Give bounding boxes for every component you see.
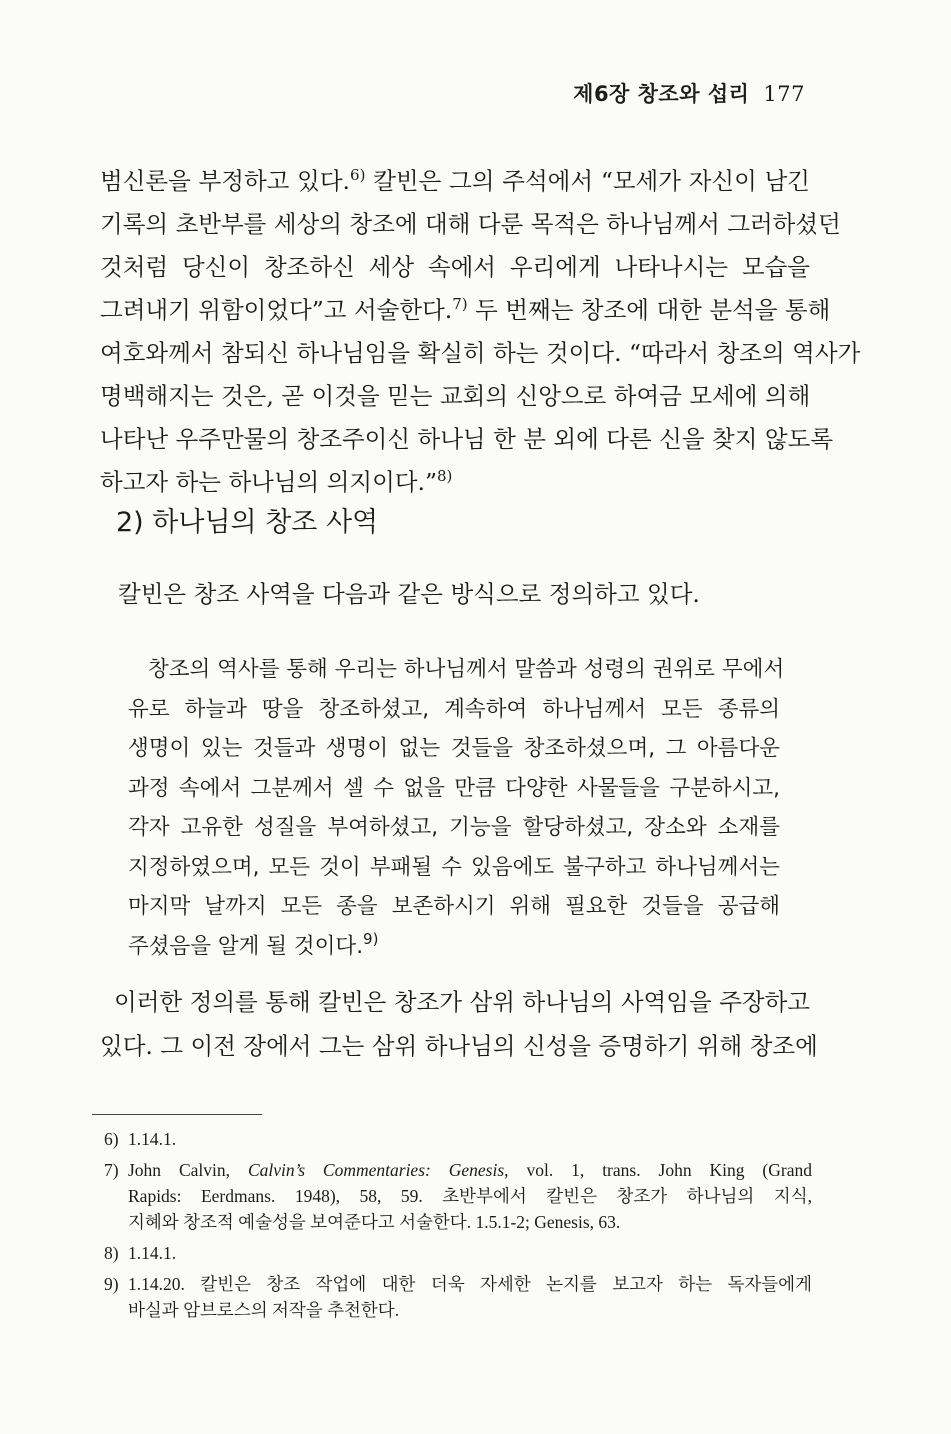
text-line: 나타난 우주만물의 창조주이신 하나님 한 분 외에 다른 신을 찾지 않도록: [100, 425, 834, 453]
footnote-number: 7): [104, 1160, 119, 1180]
footnote-line: 지혜와 창조적 예술성을 보여준다고 서술한다. 1.5.1-2; Genesis, 63.: [128, 1212, 621, 1232]
text-line: 이러한 정의를 통해 칼빈은 창조가 삼위 하나님의 사역임을 주장하고: [114, 988, 810, 1016]
paragraph-1: [100, 160, 861, 504]
chapter-title: 제6장 창조와 섭리: [573, 82, 750, 106]
text-line: 여호와께서 참되신 하나님임을 확실히 하는 것이다. “따라서 창조의 역사가: [100, 339, 861, 367]
footnote-line: 1.14.20. 칼빈은 창조 작업에 대한 더욱 자세한 논지를 보고자 하는 독자들에게: [128, 1274, 812, 1294]
text-line: 하고자 하는 하나님의 의지이다.”$^{8)}$: [100, 467, 453, 496]
footnote-number: 8): [104, 1243, 119, 1263]
quote-line: 각자 고유한 성질을 부여하셨고, 기능을 할당하셨고, 장소와 소재를: [128, 815, 780, 840]
footnote-ref-9[interactable]: 9): [363, 929, 379, 948]
footnote-number: 9): [104, 1274, 119, 1294]
text-line: 기록의 초반부를 세상의 창조에 대해 다룬 목적은 하나님께서 그러하셨던: [100, 210, 841, 238]
text-line: 명백해지는 것은, 곧 이것을 믿는 교회의 신앙으로 하여금 모세에 의해: [100, 382, 811, 410]
section-heading: 2) 하나님의 창조 사역: [116, 507, 379, 538]
footnote-divider: [92, 1114, 262, 1115]
quote-line: 생명이 있는 것들과 생명이 없는 것들을 창조하셨으며, 그 아름다운: [128, 736, 780, 761]
quote-line: 주셨음을 알게 될 것이다.$^{9)}$: [128, 929, 379, 959]
paragraph-2: [100, 980, 818, 1068]
quote-line: 창조의 역사를 통해 우리는 하나님께서 말씀과 성령의 권위로 무에서: [148, 657, 785, 682]
footnote-ref-7[interactable]: 7): [452, 295, 468, 313]
footnote-8: [104, 1240, 812, 1266]
quote-line: 과정 속에서 그분께서 셀 수 없을 만큼 다양한 사물들을 구분하시고,: [128, 775, 780, 801]
text-line: 그려내기 위함이었다”고 서술한다.$^{7)}$ 두 번째는 창조에 대한 분석을 통해: [100, 295, 831, 324]
text-line: 있다. 그 이전 장에서 그는 삼위 하나님의 신성을 증명하기 위해 창조에: [100, 1032, 818, 1060]
section-intro: 칼빈은 창조 사역을 다음과 같은 방식으로 정의하고 있다.: [118, 580, 700, 608]
footnote-ref-6[interactable]: 6): [350, 166, 366, 184]
footnote-line: 1.14.1.: [128, 1243, 177, 1263]
quote-line: 마지막 날까지 모든 종을 보존하시기 위해 필요한 것들을 공급해: [128, 894, 780, 919]
footnote-number: 6): [104, 1129, 119, 1149]
footnote-7: [104, 1157, 812, 1235]
footnote-9: [104, 1271, 812, 1323]
footnote-line: 바실과 암브로스의 저작을 추천한다.: [128, 1300, 400, 1320]
quote-line: 지정하였으며, 모든 것이 부패될 수 있음에도 불구하고 하나님께서는: [128, 854, 780, 880]
footnote-line: 1.14.1.: [128, 1129, 177, 1149]
quote-line: 유로 하늘과 땅을 창조하셨고, 계속하여 하나님께서 모든 종류의: [128, 696, 780, 722]
footnote-line: Rapids: Eerdmans. 1948), 58, 59. 초반부에서 칼빈은 창조가 하나님의 지식,: [128, 1186, 812, 1206]
book-title: Calvin’s Commentaries: Genesis: [247, 1160, 505, 1180]
text-line: 것처럼 당신이 창조하신 세상 속에서 우리에게 나타나시는 모습을: [100, 253, 810, 281]
footnote-ref-8[interactable]: 8): [437, 467, 453, 485]
block-quote: [128, 650, 785, 966]
text-line: 범신론을 부정하고 있다.$^{6)}$ 칼빈은 그의 주석에서 “모세가 자신이 남긴: [100, 166, 810, 195]
page-number: 177: [763, 82, 805, 106]
footnotes: [104, 1126, 812, 1328]
footnote-6: [104, 1126, 812, 1152]
running-header: [573, 78, 805, 108]
footnote-line: John Calvin, Calvin’s Commentaries: Genesis, vol. 1, trans. John King (Grand: [128, 1160, 812, 1180]
